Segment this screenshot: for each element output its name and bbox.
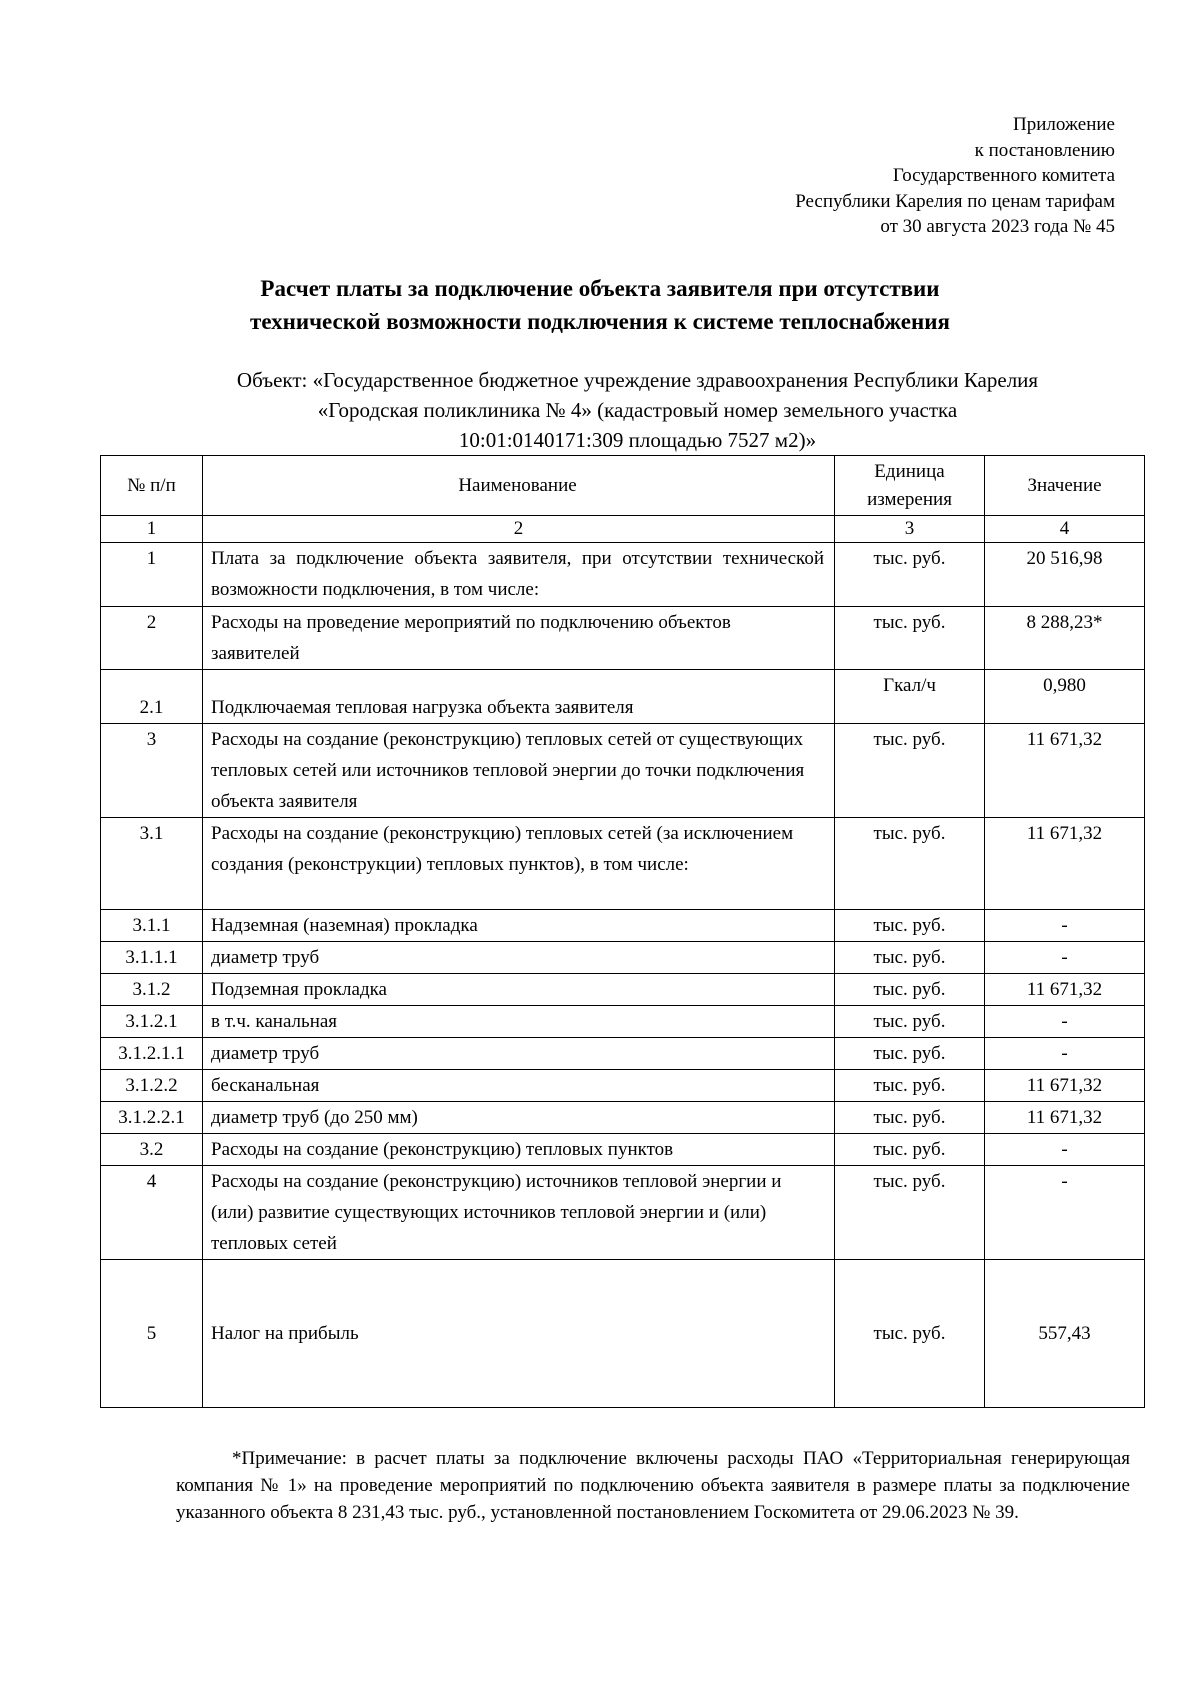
row-unit: тыс. руб. xyxy=(835,1038,985,1070)
row-num: 3.1.2.1 xyxy=(101,1006,203,1038)
header-line: Приложение xyxy=(1013,114,1115,135)
header-value: Значение xyxy=(985,456,1145,516)
object-line: «Городская поликлиника № 4» (кадастровый номер земельного участка xyxy=(317,398,958,422)
column-number: 3 xyxy=(835,516,985,543)
row-name: Подземная прокладка xyxy=(203,974,835,1006)
row-value: 11 671,32 xyxy=(985,724,1145,818)
table-row xyxy=(101,1070,1145,1102)
row-value: 11 671,32 xyxy=(985,1102,1145,1134)
table-row xyxy=(101,910,1145,942)
column-number: 2 xyxy=(203,516,835,543)
object-line: 10:01:0140171:309 площадью 7527 м2)» xyxy=(458,428,817,452)
row-num: 3 xyxy=(101,724,203,818)
object-description xyxy=(160,365,1115,455)
row-unit: тыс. руб. xyxy=(835,1134,985,1166)
header-line: Республики Карелия по ценам тарифам xyxy=(795,190,1115,212)
table-column-numbers-row xyxy=(101,516,1145,543)
row-unit: тыс. руб. xyxy=(835,607,985,670)
row-unit: тыс. руб. xyxy=(835,1166,985,1260)
table-row xyxy=(101,724,1145,818)
row-unit: тыс. руб. xyxy=(835,1006,985,1038)
row-name: бесканальная xyxy=(203,1070,835,1102)
header-line: от 30 августа 2023 года № 45 xyxy=(880,216,1115,237)
row-unit: тыс. руб. xyxy=(835,910,985,942)
row-unit: тыс. руб. xyxy=(835,974,985,1006)
row-unit: тыс. руб. xyxy=(835,1102,985,1134)
table-row xyxy=(101,1102,1145,1134)
row-value: 0,980 xyxy=(985,670,1145,724)
table-row xyxy=(101,670,1145,724)
table-row xyxy=(101,1038,1145,1070)
row-num: 2.1 xyxy=(101,670,203,724)
row-num: 4 xyxy=(101,1166,203,1260)
row-num: 3.1.2.1.1 xyxy=(101,1038,203,1070)
row-num: 3.1.2.2 xyxy=(101,1070,203,1102)
column-number: 4 xyxy=(985,516,1145,543)
table-row xyxy=(101,607,1145,670)
row-value: 20 516,98 xyxy=(985,543,1145,607)
header-num: № п/п xyxy=(101,456,203,516)
table-row xyxy=(101,1006,1145,1038)
row-unit: тыс. руб. xyxy=(835,543,985,607)
row-value: - xyxy=(985,1006,1145,1038)
row-name: в т.ч. канальная xyxy=(203,1006,835,1038)
table-header-row xyxy=(101,456,1145,516)
appendix-header xyxy=(795,112,1115,240)
table-row xyxy=(101,543,1145,607)
calculation-table xyxy=(100,455,1145,1408)
table-row xyxy=(101,942,1145,974)
row-num: 2 xyxy=(101,607,203,670)
row-num: 3.1.2 xyxy=(101,974,203,1006)
row-name: Расходы на создание (реконструкцию) источников тепловой энергии и (или) развитие существующих источников тепловой энергии и (или) тепловых сетей xyxy=(203,1166,835,1260)
row-unit: тыс. руб. xyxy=(835,724,985,818)
row-value: 557,43 xyxy=(985,1260,1145,1408)
row-name: Налог на прибыль xyxy=(203,1260,835,1408)
header-line: Государственного комитета xyxy=(892,165,1115,186)
row-value: 11 671,32 xyxy=(985,818,1145,910)
row-name: Расходы на создание (реконструкцию) тепловых сетей от существующих тепловых сетей или источников тепловой энергии до точки подключения объекта заявителя xyxy=(203,724,835,818)
row-name: Надземная (наземная) прокладка xyxy=(203,910,835,942)
header-unit: Единица измерения xyxy=(835,456,985,516)
row-name: Расходы на создание (реконструкцию) тепловых пунктов xyxy=(203,1134,835,1166)
row-name: диаметр труб (до 250 мм) xyxy=(203,1102,835,1134)
row-name: Подключаемая тепловая нагрузка объекта заявителя xyxy=(203,670,835,724)
column-number: 1 xyxy=(101,516,203,543)
footnote: *Примечание: в расчет платы за подключение включены расходы ПАО «Территориальная генерирующая компания № 1» на проведение мероприятий по подключению объекта заявителя в размере платы за подключение указанного объекта 8 231,43 тыс. руб., установленной постановлением Госкомитета от 29.06.2023 № 39. xyxy=(176,1448,1130,1523)
row-name: Плата за подключение объекта заявителя, при отсутствии технической возможности подключения, в том числе: xyxy=(203,543,835,607)
row-value: - xyxy=(985,910,1145,942)
row-unit: тыс. руб. xyxy=(835,1070,985,1102)
title-line: Расчет платы за подключение объекта заявителя при отсутствии xyxy=(260,276,940,301)
row-num: 3.1.1 xyxy=(101,910,203,942)
object-line: Объект: «Государственное бюджетное учреждение здравоохранения Республики Карелия xyxy=(236,368,1039,392)
row-name: диаметр труб xyxy=(203,1038,835,1070)
header-line: к постановлению xyxy=(974,139,1115,161)
row-value: - xyxy=(985,1134,1145,1166)
table-row xyxy=(101,1166,1145,1260)
row-unit: тыс. руб. xyxy=(835,1260,985,1408)
table-row xyxy=(101,1134,1145,1166)
row-value: 8 288,23* xyxy=(985,607,1145,670)
row-name: диаметр труб xyxy=(203,942,835,974)
row-unit: Гкал/ч xyxy=(835,670,985,724)
row-unit: тыс. руб. xyxy=(835,942,985,974)
row-value: - xyxy=(985,1166,1145,1260)
table-row xyxy=(101,974,1145,1006)
row-num: 3.1.2.2.1 xyxy=(101,1102,203,1134)
row-value: - xyxy=(985,942,1145,974)
row-value: 11 671,32 xyxy=(985,1070,1145,1102)
row-num: 3.2 xyxy=(101,1134,203,1166)
row-value: 11 671,32 xyxy=(985,974,1145,1006)
row-num: 5 xyxy=(101,1260,203,1408)
table-row xyxy=(101,1260,1145,1408)
row-num: 3.1 xyxy=(101,818,203,910)
row-num: 1 xyxy=(101,543,203,607)
row-value: - xyxy=(985,1038,1145,1070)
row-num: 3.1.1.1 xyxy=(101,942,203,974)
header-name: Наименование xyxy=(203,456,835,516)
row-name: Расходы на создание (реконструкцию) тепловых сетей (за исключением создания (реконструкции) тепловых пунктов), в том числе: xyxy=(203,818,835,910)
title-line: технической возможности подключения к системе теплоснабжения xyxy=(250,309,950,334)
table-row xyxy=(101,818,1145,910)
document-title xyxy=(100,272,1100,338)
row-unit: тыс. руб. xyxy=(835,818,985,910)
row-name: Расходы на проведение мероприятий по подключению объектов заявителей xyxy=(203,607,835,670)
